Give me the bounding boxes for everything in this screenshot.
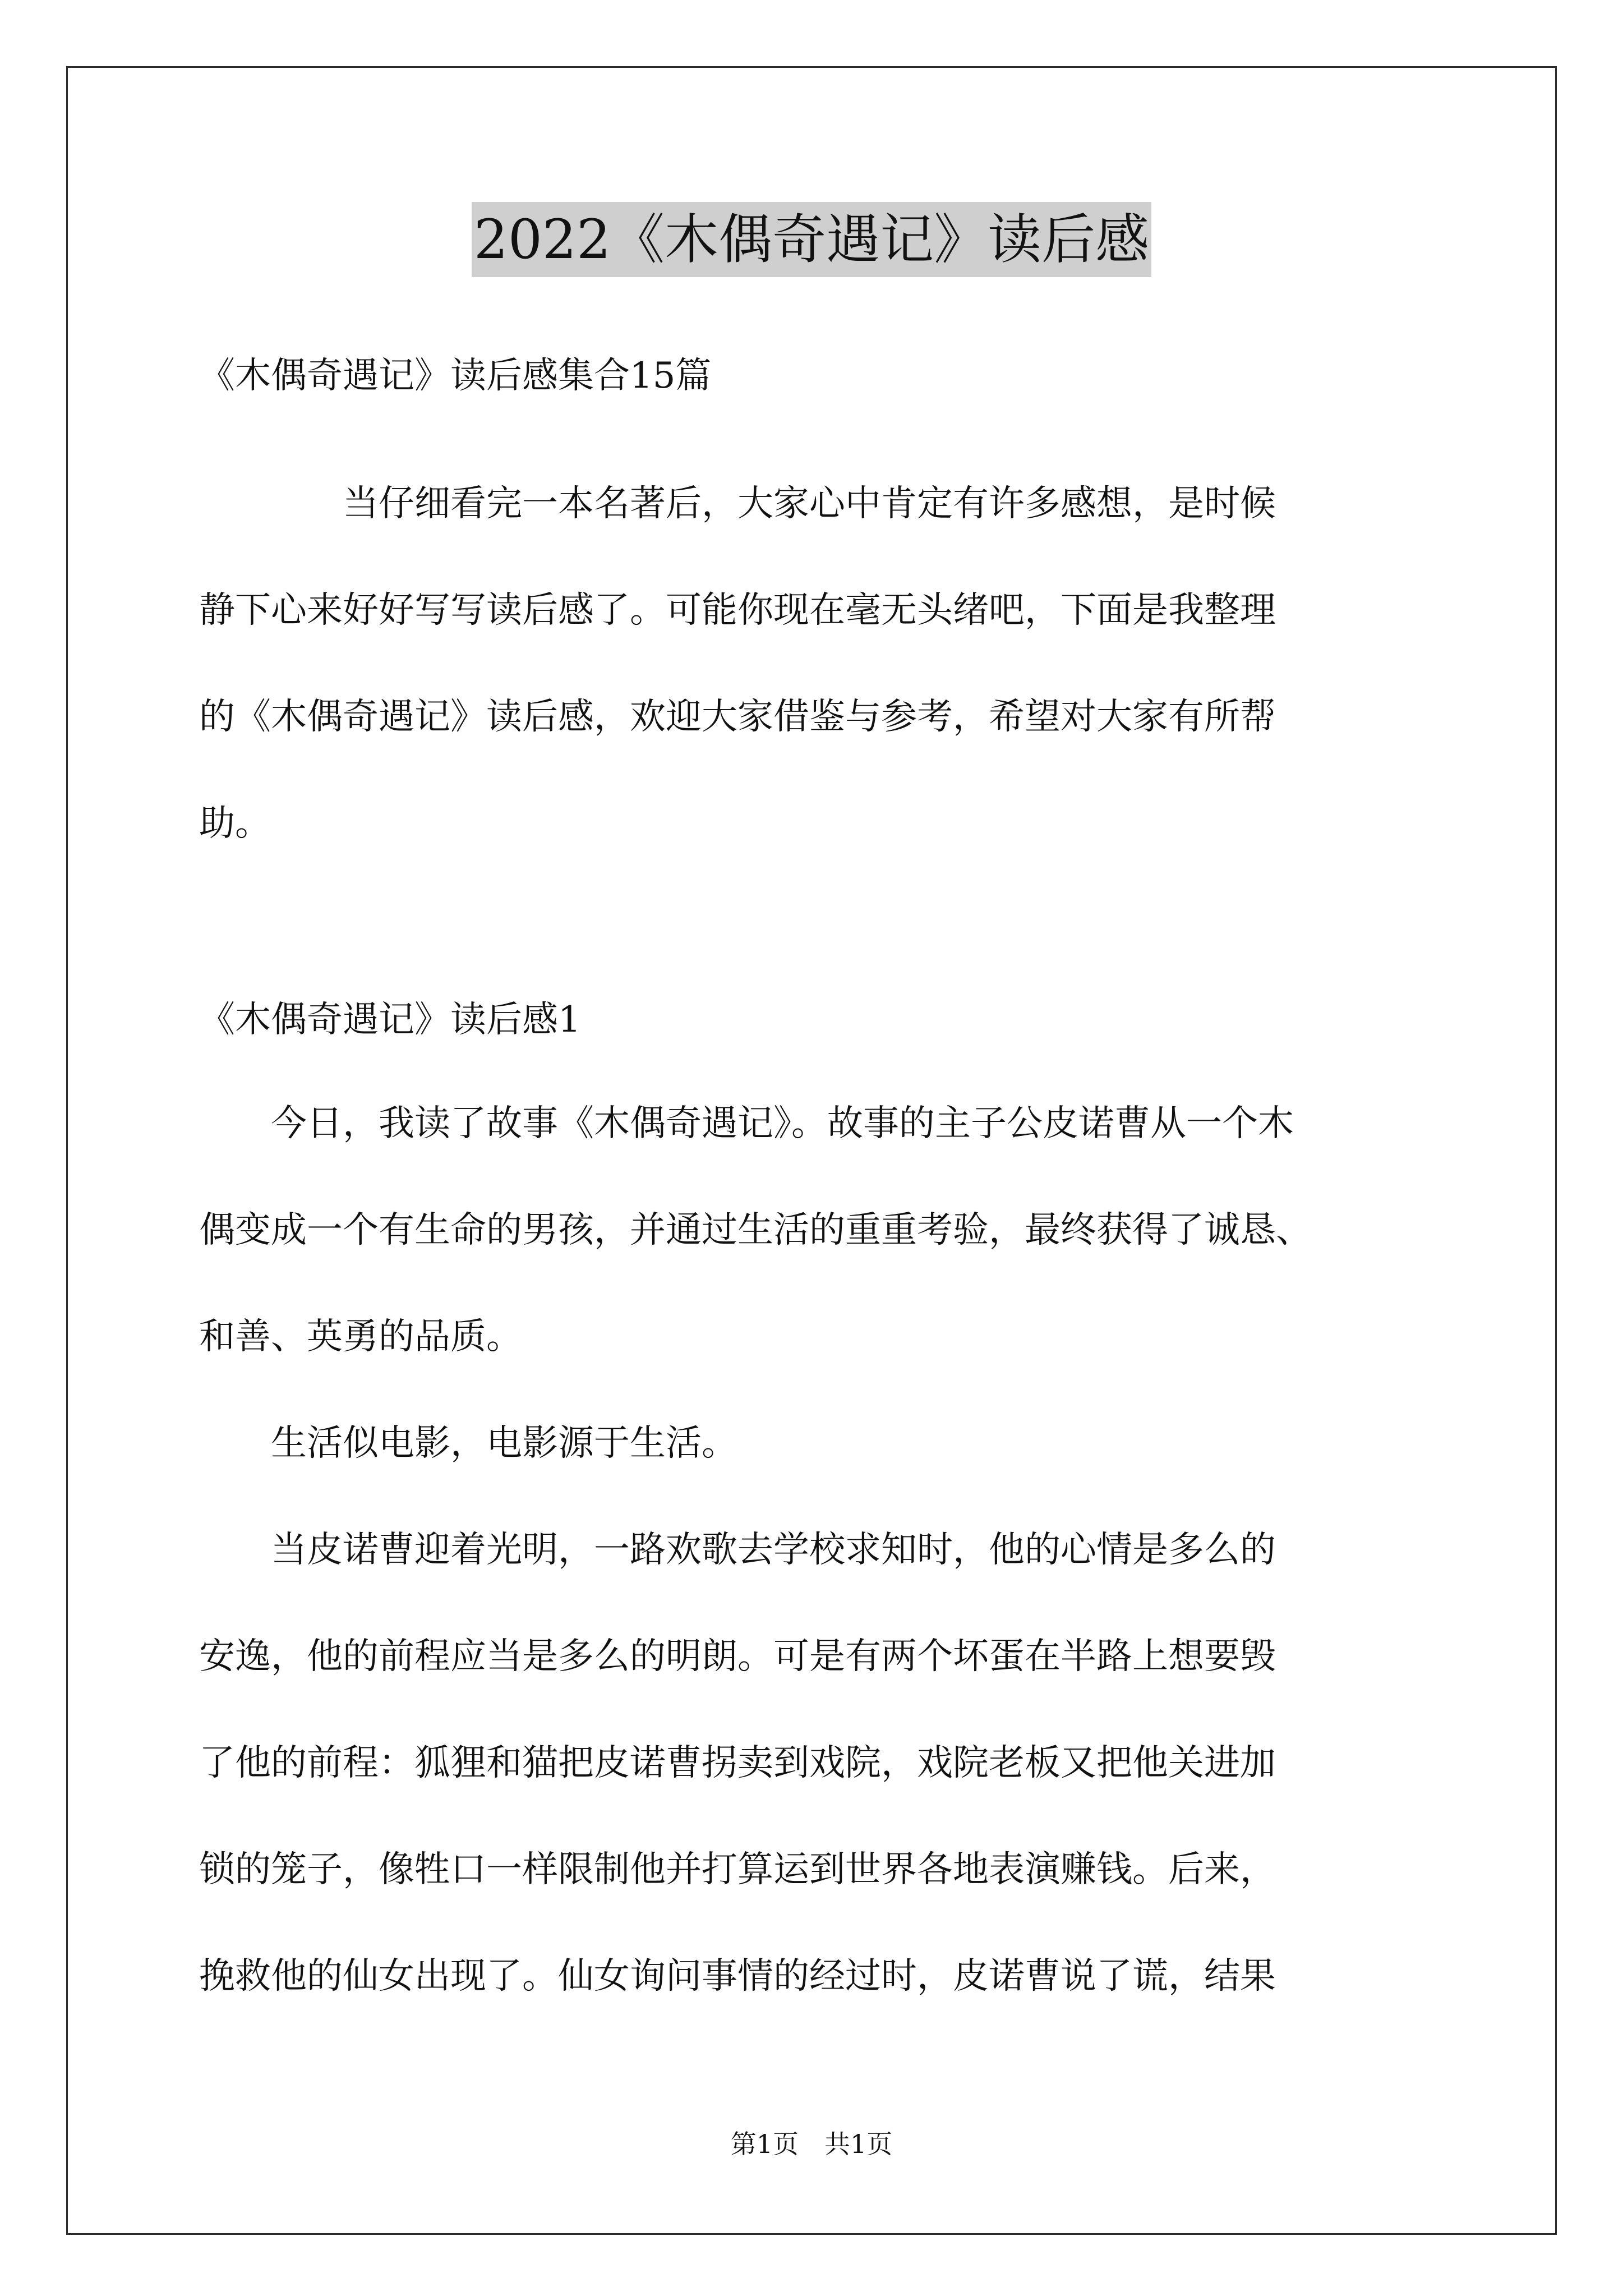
text-line: 了他的前程：狐狸和猫把皮诺曹拐卖到戏院，戏院老板又把他关进加 [199, 1742, 1276, 1784]
page-footer [0, 2127, 1623, 2161]
text-line: 静下心来好好写写读后感了。可能你现在毫无头绪吧，下面是我整理 [199, 590, 1276, 631]
section-heading: 《木偶奇遇记》读后感1 [199, 999, 581, 1041]
text-line: 和善、英勇的品质。 [199, 1316, 522, 1358]
text-line: 锁的笼子，像牲口一样限制他并打算运到世界各地表演赚钱。后来， [199, 1849, 1276, 1890]
text-line: 助。 [199, 803, 271, 844]
intro-paragraph [199, 450, 1433, 877]
body-paragraph-3 [199, 1497, 1433, 2030]
text-line: 生活似电影，电影源于生活。 [199, 1423, 737, 1464]
text-line: 当皮诺曹迎着光明，一路欢歌去学校求知时，他的心情是多么的 [199, 1529, 1276, 1571]
text-line: 偶变成一个有生命的男孩，并通过生活的重重考验，最终获得了诚恳、 [199, 1209, 1312, 1251]
title-container [0, 202, 1623, 277]
page-number-total: 共1页 [824, 2129, 893, 2159]
page-number-current: 第1页 [730, 2129, 799, 2159]
body-paragraph-2 [199, 1390, 1433, 1497]
text-line: 今日，我读了故事《木偶奇遇记》。故事的主子公皮诺曹从一个木 [199, 1103, 1294, 1144]
body-paragraph-1 [199, 1070, 1433, 1390]
text-line: 的《木偶奇遇记》读后感，欢迎大家借鉴与参考，希望对大家有所帮 [199, 696, 1276, 738]
text-line: 当仔细看完一本名著后，大家心中肯定有许多感想，是时候 [199, 483, 1276, 524]
document-title: 2022《木偶奇遇记》读后感 [472, 202, 1151, 277]
text-line: 挽救他的仙女出现了。仙女询问事情的经过时，皮诺曹说了谎，结果 [199, 1955, 1276, 1997]
document-subtitle: 《木偶奇遇记》读后感集合15篇 [199, 355, 712, 397]
text-line: 安逸，他的前程应当是多么的明朗。可是有两个坏蛋在半路上想要毁 [199, 1636, 1276, 1677]
